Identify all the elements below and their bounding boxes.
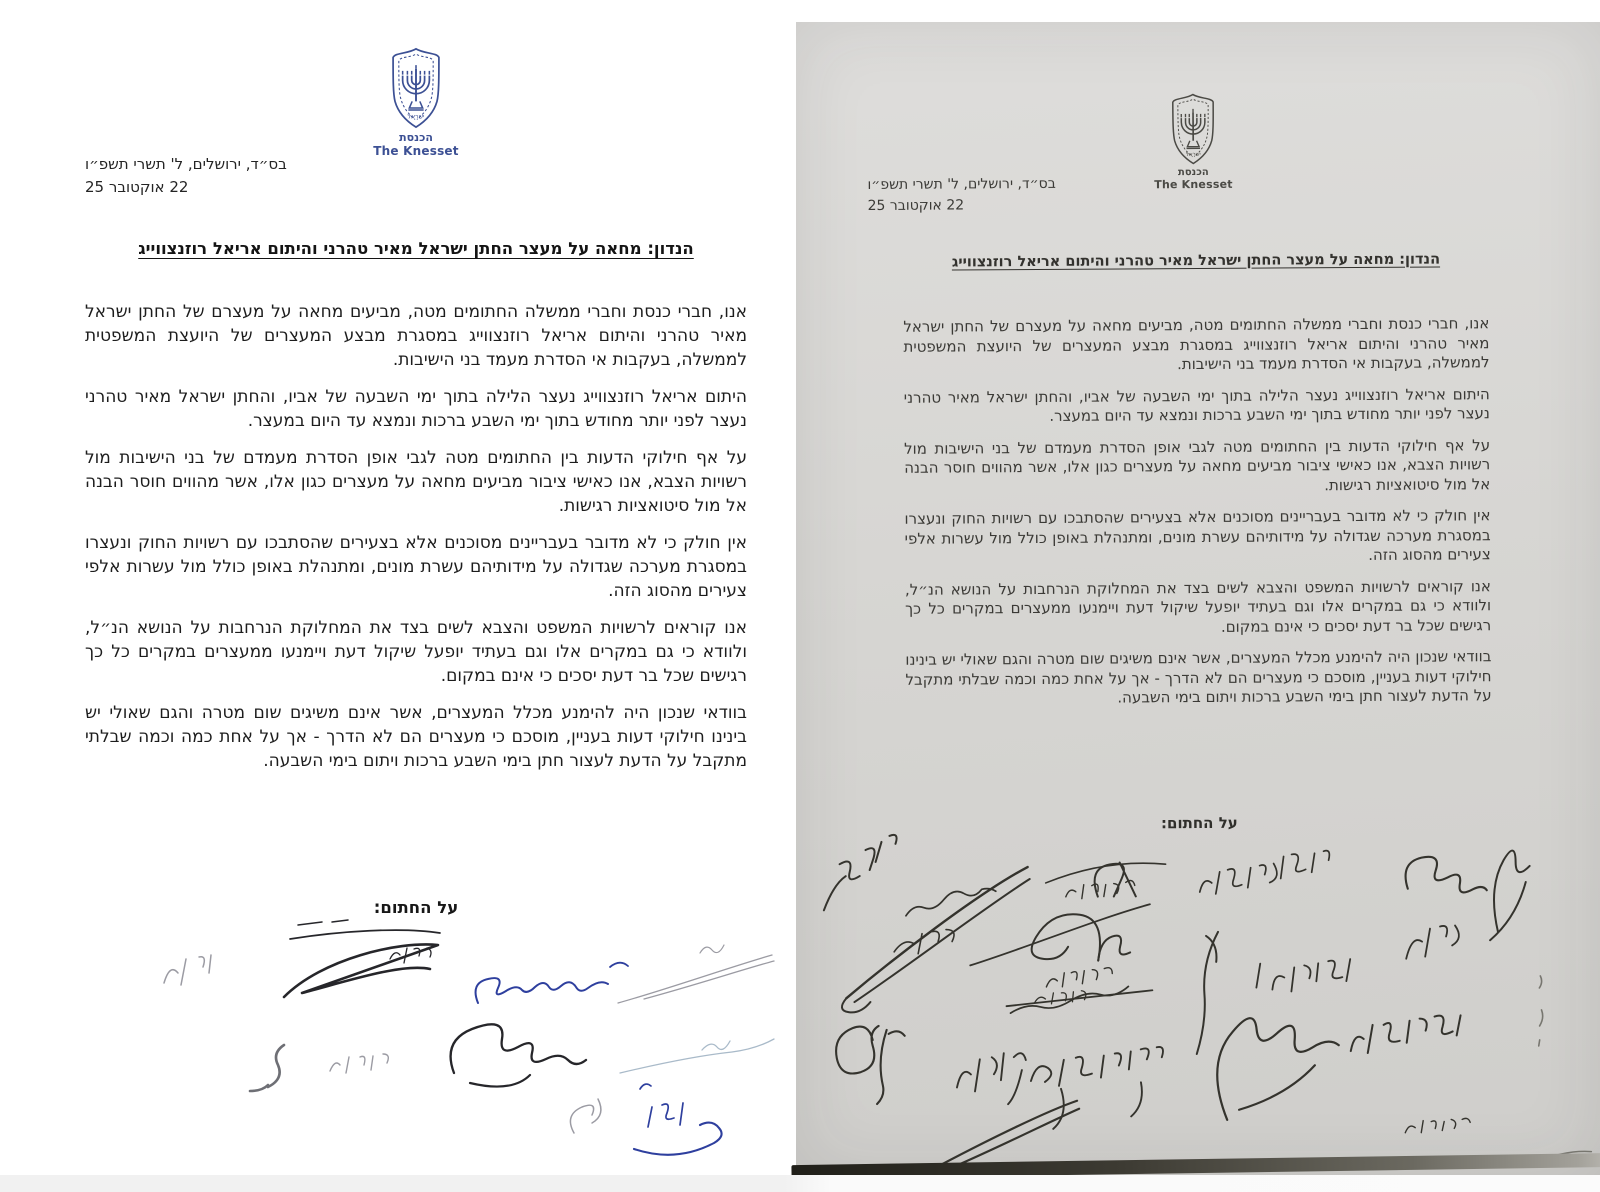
signature <box>1256 959 1350 992</box>
subject-line: הנדון: מחאה על מעצר החתן ישראל מאיר טהרני והיתום אריאל רוזנצווייג <box>138 239 694 259</box>
emblem-english-label: The Knesset <box>373 144 459 158</box>
paragraph: אנו, חברי כנסת וחברי ממשלה החתומים מטה, מביעים מחאה על מעצרם של החתן ישראל מאיר טהרני והיתום אריאל רוזנצווייג במסגרת מבצע המעצרים של היועצת המשפטית לממשלה, בעקבות אי הסדרת מעמד בני הישיבות. <box>903 314 1490 374</box>
signature <box>1405 1118 1470 1132</box>
signature <box>854 879 1031 1002</box>
signature <box>570 1099 600 1133</box>
emblem-shield-label: ישראל <box>407 113 425 121</box>
photo-paper <box>792 20 1600 1178</box>
paragraph: אין חולק כי לא מדובר בעבריינים מסוכנים אלא בצעירים שהסתבכו עם רשויות החוק ונעצרו במסגרת מערכה שגדולה על מידותיהם עשרת מונים, ומתנהלת באופן כולל מול עשרות אלפי צעירים מהסוג הזה. <box>904 506 1491 564</box>
signature <box>1200 851 1330 894</box>
knesset-emblem <box>355 46 477 158</box>
signatures-block <box>797 798 1600 1178</box>
paragraph: בוודאי שנכון היה להימנע מכלל המעצרים, אשר אינם משיגים שום מטרה והגם שאולי יש בינינו חילוקי דעות בעניין, מוסכם כי מעצרים הם לא הדרך - אך על אחת כמה וכמה שבלתי מתקבל על הדעת לעצור חתן בימי השבע ברכות ויתום בימי השבעה. <box>905 647 1492 707</box>
signature <box>284 944 438 997</box>
signature <box>700 945 724 953</box>
subject-line: הנדון: מחאה על מעצר החתן ישראל מאיר טהרני והיתום אריאל רוזנצווייג <box>951 251 1441 271</box>
signature <box>640 1084 683 1127</box>
pen-ink-signatures <box>823 831 1531 1172</box>
paragraph: על אף חילוקי הדעות בין החתומים מטה לגבי אופן הסדרת מעמדם של בני הישיבות מול רשויות הצבא, אנו כאישי ציבור מביעים מחאה על מעצרים כגון אלו, אשר מהווים חוסר הבנה אל מול סיטואציות רגישות. <box>904 435 1491 494</box>
signatures-block <box>0 895 796 1185</box>
paragraph: היתום אריאל רוזנצווייג נעצר הלילה בתוך ימי השבעה של אביו, והחתן ישראל מאיר טהרני נעצר לפני יותר מחודש בתוך ימי השבע ברכות ונמצא עד היום במעצר. <box>903 384 1490 425</box>
knesset-emblem-icon <box>385 46 447 130</box>
letter-photo-page <box>796 22 1600 1175</box>
signature <box>1406 925 1459 958</box>
paragraph: אנו קוראים לרשויות המשפט והצבא לשים בצד את המחלוקת הנרחבות על הנושא הנ״ל, ולוודא כי גם במקרים אלו וגם בעתיד יופעל שיקול דעת ויימנעו ממעצרים במקרים כל כך רגישים שכל בר דעת יסכים כי אינם במקום. <box>85 618 747 686</box>
date-block <box>867 173 1127 217</box>
paragraph: אנו, חברי כנסת וחברי ממשלה החתומים מטה, מביעים מחאה על מעצרם של החתן ישראל מאיר טהרני והיתום אריאל רוזנצווייג במסגרת מבצע המעצרים של היועצת המשפטית לממשלה, בעקבות אי הסדרת מעמד בני הישיבות. <box>85 302 747 370</box>
pale-blue-ink-signatures <box>620 1039 774 1073</box>
signature <box>1217 1018 1339 1120</box>
screenshot-bottom-margin <box>0 1175 1600 1192</box>
signature <box>470 1075 530 1087</box>
signature <box>330 1054 388 1073</box>
date-block <box>85 153 365 198</box>
emblem-shield-label: ישראל <box>1185 151 1201 158</box>
paragraph: אין חולק כי לא מדובר בעבריינים מסוכנים אלא בצעירים שהסתבכו עם רשויות החוק ונעצרו במסגרת מערכה שגדולה על מידותיהם עשרת מונים, ומתנהלת באופן כולל מול עשרות אלפי צעירים מהסוג הזה. <box>85 533 747 601</box>
faint-ink-signatures <box>1536 976 1591 1162</box>
signature <box>1351 1015 1461 1053</box>
emblem-hebrew-label: הכנסת <box>399 131 433 144</box>
emblem-english-label: The Knesset <box>1154 177 1233 192</box>
signature <box>451 1024 586 1073</box>
signature <box>836 1026 905 1104</box>
signature <box>1031 1047 1163 1086</box>
signature <box>1006 990 1152 1006</box>
signature <box>823 835 897 910</box>
signature <box>1031 914 1100 961</box>
paragraph: אנו קוראים לרשויות המשפט והצבא לשים בצד את המחלוקת הנרחבות על הנושא הנ״ל, ולוודא כי גם במקרים אלו וגם בעתיד יופעל שיקול דעת ויימנעו ממעצרים במקרים כל כך רגישים שכל בר דעת יסכים כי אינם במקום. <box>904 576 1492 636</box>
black-ink-signatures <box>284 920 586 1087</box>
signature <box>1196 932 1219 1054</box>
signature <box>1066 880 1135 898</box>
signature <box>1538 976 1543 1046</box>
signature <box>290 930 440 939</box>
signature <box>476 978 608 1003</box>
paragraph: היתום אריאל רוזנצווייג נעצר הלילה בתוך ימי השבעה של אביו, והחתן ישראל מאיר טהרני נעצר לפני יותר מחודש בתוך ימי השבע ברכות ונמצא עד היום במעצר. <box>85 387 747 431</box>
gregorian-date-line: 22 אוקטובר 25 <box>85 177 189 196</box>
signature <box>618 955 774 1003</box>
letter-body <box>903 314 1491 721</box>
signature <box>164 955 211 985</box>
signature <box>1490 850 1531 940</box>
signature <box>610 963 628 967</box>
signature <box>1405 856 1486 892</box>
gregorian-date-line: 22 אוקטובר 25 <box>867 197 965 215</box>
signature <box>250 1045 284 1091</box>
letter-clean-page <box>0 0 796 1192</box>
signature <box>1046 968 1112 987</box>
signed-label: על החתום: <box>1160 813 1238 833</box>
signature <box>634 1123 722 1155</box>
signature <box>1098 936 1130 961</box>
knesset-emblem-icon <box>1166 92 1220 166</box>
signature <box>894 929 954 953</box>
bsd-date-line: בס״ד, ירושלים, ל' תשרי תשפ״ו <box>867 175 1056 194</box>
signature <box>1094 862 1135 896</box>
knesset-emblem <box>1132 92 1255 192</box>
signed-label: על החתום: <box>373 898 459 917</box>
paragraph: בוודאי שנכון היה להימנע מכלל המעצרים, אשר אינם משיגים שום מטרה והגם שאולי יש בינינו חילוקי דעות בעניין, מוסכם כי מעצרים הם לא הדרך - אך על אחת כמה וכמה שבלתי מתקבל על הדעת לעצור חתן בימי השבע ברכות ויתום בימי השבעה. <box>85 703 747 771</box>
emblem-hebrew-label: הכנסת <box>1178 166 1209 179</box>
bsd-date-line: בס״ד, ירושלים, ל' תשרי תשפ״ו <box>85 155 287 173</box>
letter-body <box>85 300 747 786</box>
signature <box>298 920 348 925</box>
signature <box>620 1039 774 1073</box>
paragraph: על אף חילוקי הדעות בין החתומים מטה לגבי אופן הסדרת מעמדם של בני הישיבות מול רשויות הצבא, אנו כאישי ציבור מביעים מחאה על מעצרים כגון אלו, אשר מהווים חוסר הבנה אל מול סיטואציות רגישות. <box>85 448 747 516</box>
signature <box>957 1053 1026 1104</box>
